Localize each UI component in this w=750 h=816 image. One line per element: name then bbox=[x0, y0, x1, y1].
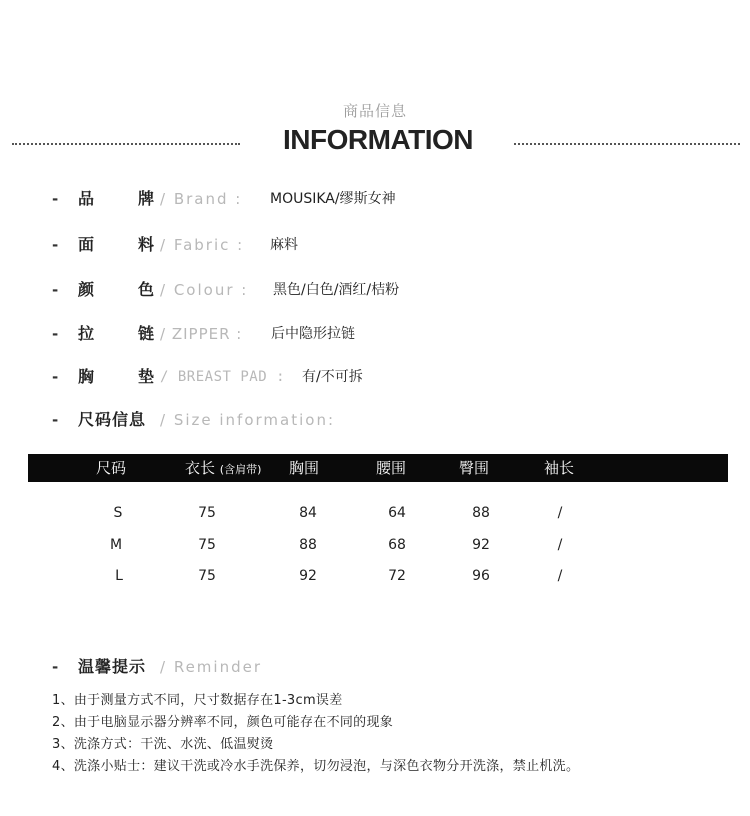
dotted-divider-right bbox=[514, 143, 740, 145]
attribute-value: 有/不可拆 bbox=[302, 369, 363, 385]
table-cell: 88 bbox=[472, 505, 490, 521]
attribute-label-en: / Brand : bbox=[160, 190, 243, 208]
table-cell: 92 bbox=[472, 537, 490, 553]
bullet-dash: - bbox=[52, 411, 59, 429]
attribute-label: 品牌 bbox=[78, 189, 154, 208]
table-row bbox=[0, 564, 750, 588]
section-subtitle: 商品信息 bbox=[342, 102, 407, 120]
attribute-value: 后中隐形拉链 bbox=[271, 326, 355, 342]
attribute-label: 颜色 bbox=[78, 280, 154, 299]
table-cell: 68 bbox=[388, 537, 406, 553]
column-header-waist: 腰围 bbox=[376, 459, 407, 477]
section-label: 尺码信息 bbox=[78, 410, 147, 429]
table-cell: / bbox=[557, 537, 563, 553]
table-row bbox=[0, 533, 750, 557]
table-cell: 84 bbox=[299, 505, 317, 521]
table-cell: 75 bbox=[198, 505, 216, 521]
bullet-dash: - bbox=[52, 281, 59, 299]
column-header-bust: 胸围 bbox=[289, 459, 320, 477]
reminder-note: 2、由于电脑显示器分辨率不同，颜色可能存在不同的现象 bbox=[52, 715, 394, 730]
table-cell: 75 bbox=[198, 568, 216, 584]
reminder-note: 1、由于测量方式不同，尺寸数据存在1-3cm误差 bbox=[52, 693, 343, 708]
section-label-en: / Reminder bbox=[160, 658, 263, 676]
attribute-label: 胸垫 bbox=[78, 367, 154, 386]
attribute-label: 拉链 bbox=[78, 324, 154, 343]
reminder-notes bbox=[52, 690, 579, 778]
section-label: 温馨提示 bbox=[78, 657, 147, 676]
table-cell: / bbox=[557, 568, 563, 584]
reminder-note: 4、洗涤小贴士：建议干洗或冷水手洗保养，切勿浸泡，与深色衣物分开洗涤，禁止机洗。 bbox=[52, 759, 580, 774]
attribute-label-en: / Colour : bbox=[160, 281, 249, 299]
table-cell: L bbox=[115, 568, 123, 584]
attribute-value: 黑色/白色/酒红/桔粉 bbox=[273, 282, 400, 298]
column-header-sleeve: 袖长 bbox=[544, 459, 575, 477]
table-cell: 75 bbox=[198, 537, 216, 553]
table-cell: 88 bbox=[299, 537, 317, 553]
page-title: INFORMATION bbox=[283, 124, 473, 155]
table-cell: M bbox=[109, 537, 123, 553]
bullet-dash: - bbox=[52, 658, 59, 676]
attribute-value: 麻料 bbox=[270, 237, 298, 253]
attribute-label-en: / ZIPPER : bbox=[160, 325, 243, 343]
table-cell: 72 bbox=[388, 568, 406, 584]
reminder-note: 3、洗涤方式：干洗、水洗、低温熨烫 bbox=[52, 737, 274, 752]
table-cell: 64 bbox=[388, 505, 406, 521]
attribute-label: 面料 bbox=[78, 235, 154, 254]
table-cell: / bbox=[557, 505, 563, 521]
column-header-hip: 臀围 bbox=[459, 459, 490, 477]
attribute-value: MOUSIKA/缪斯女神 bbox=[270, 191, 396, 207]
size-table-header bbox=[28, 454, 728, 482]
column-header-length bbox=[185, 454, 261, 484]
section-label-en: / Size information: bbox=[160, 411, 336, 429]
table-cell: 96 bbox=[472, 568, 490, 584]
column-header-length-label: 衣长 bbox=[185, 459, 216, 477]
bullet-dash: - bbox=[52, 236, 59, 254]
attribute-label-en: / BREAST PAD : bbox=[160, 369, 286, 385]
bullet-dash: - bbox=[52, 368, 59, 386]
column-header-size: 尺码 bbox=[96, 459, 127, 477]
table-row bbox=[0, 501, 750, 525]
attribute-label-en: / Fabric : bbox=[160, 236, 245, 254]
table-cell: 92 bbox=[299, 568, 317, 584]
bullet-dash: - bbox=[52, 325, 59, 343]
table-cell: S bbox=[113, 505, 123, 521]
bullet-dash: - bbox=[52, 190, 59, 208]
column-header-length-note: (含肩带) bbox=[219, 463, 262, 476]
